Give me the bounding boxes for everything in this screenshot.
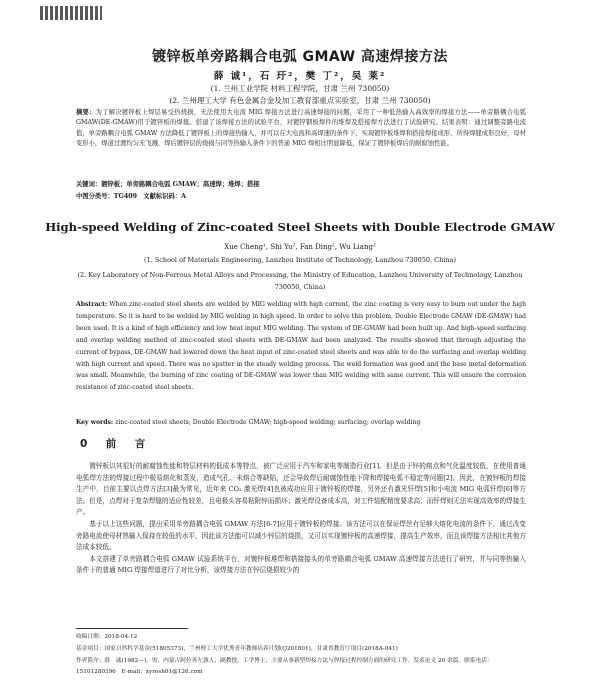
chinese-abstract [76,108,526,150]
chinese-keywords-text: 镀锌板；单旁路耦合电弧 GMAW；高速焊；堆焊；搭接 [101,181,260,188]
classification-text: 中图分类号：TG409 文献标识码：A [76,193,186,200]
chinese-classification [76,192,526,202]
english-affiliation-2: (2. Key Laboratory of Non-Ferrous Metal Alloys and Processing, the Ministry of Education, Lanzhou University of Technology, Lanzhou 730050, China) [77,271,523,291]
body-paragraph: 镀锌板以其很好的耐腐蚀性能和特层材料的低成本等特点，被广泛应用于汽车和家电等制造行业[1]。但是由于锌的熔点和气化温度较低，在使用普通电弧焊方法的焊接过程中极易熔化和蒸发，造成气孔、未熔合等缺陷，还会导致焊后耐腐蚀性能下降和焊接电弧不稳定等问题[2]。因此，在镀锌板的焊接生产中，目前主要以点焊方法[3]最为常见，近年来 CO₂ 激光焊[4]也被成功应用于镀锌板的焊接，另外还有激光钎焊[5]和小电流 MIG 电弧钎焊[6]等方法。但是，点焊对于复杂焊缝的适应性较差，且电极头容易粘附锌而损坏；激光焊设备成本高，对工件装配精度要求高；而钎焊则无法实现高效率的焊接生产。 [76,462,526,517]
chinese-abstract-text: 为了解决镀锌板上焊层易受热烧损，无法使用大电流 MIG 焊接方法进行高速焊接的问题，采用了一种低热输入高效率的焊接方法——单旁路耦合电弧 GMAW(DE-GMAW)用于镀锌板的焊接。搭建了该焊接方法的试验平台，对镀锌钢板焊件的堆焊及搭接焊方法进行了试验研究。结果表明：通过调整旁路电流值，单旁路耦合电弧 GMAW 方法降低了镀锌板上的焊接热输入，并可以在大电流和高焊速的条件下，实现镀锌板堆焊和搭接焊接成形，所得焊缝成形良好，母材变形小，焊道过渡均匀无飞溅，焊后镀锌层的烧损与同等热输入条件下的普通 MIG 焊相比明显降低，保证了镀锌板焊后的耐腐蚀性能。 [76,109,527,148]
chinese-authors: 薛 诚¹，石 玗²，樊 丁²，吴 莱² [213,71,387,82]
body-paragraph: 本文搭建了单旁路耦合电弧 GMAW 试验系统平台，对镀锌板堆焊和搭接接头的单旁路耦合电弧 GMAW 高速焊接方法进行了研究，并与同等热输入条件下的普通 MIG 焊接焊道进行了对比分析，该焊接方法在锌层烧损较少的 [76,554,526,575]
footnote-divider [76,628,188,629]
english-keywords-text: zinc-coated steel sheets; Double Electrode GMAW; high-speed welding; surfacing; overlap welding [115,419,421,426]
english-abstract-label: Abstract: [76,301,108,308]
journal-logo [40,6,102,20]
english-affiliation-1: (1. School of Materials Engineering, Lanzhou Institute of Technology, Lanzhou 730050, China) [144,256,456,264]
body-paragraph: 基于以上这些问题，提出采用单旁路耦合电弧 GMAW 方法[6-7]应用于镀锌板的焊接。该方法可以在保证焊丝有足够大熔化电流的条件下，通过改变旁路电流使母材热输入保持在较低的水平，因此该方法能可以减少锌层的烧损，又可以实现镀锌板的高速焊接，提高生产效率，而且该焊接方法相比其他方法成本较低。 [76,519,526,552]
english-abstract [76,299,526,394]
english-keywords-label: Key words: [76,419,114,426]
received-date: 收稿日期：2018-04-12 [76,634,138,640]
chinese-affiliation-1: (1. 兰州工业学院 材料工程学院，甘肃 兰州 730050) [210,84,390,93]
chinese-affiliation-2: (2. 兰州理工大学 有色金属合金及加工教育部重点实验室，甘肃 兰州 730050) [169,96,431,105]
chinese-title: 镀锌板单旁路耦合电弧 GMAW 高速焊接方法 [152,49,448,65]
english-authors: Xue Cheng¹, Shi Yu², Fan Ding², Wu Liang² [224,243,376,251]
section-body [76,461,526,577]
chinese-abstract-label: 摘要： [76,109,96,116]
chinese-keywords-label: 关键词： [76,181,102,188]
english-abstract-text: When zinc-coated steel sheets are welded by MIG welding with high current, the zinc coating is very easy to burn out under the high temperature. So it is hard to be welded by MIG welding in high speed. In order to solve this problem, Double Electrode GMAW (DE-GMAW) had been used. It is a kind of high efficiency and low heat input MIG welding. The system of DE-GMAW had been built up. And high-speed surfacing and overlap welding method of zinc-coated steel sheets with DE-GMAW had been analyzed. The results showed that through adjusting the current of bypass, DE-GMAW had lowered down the heat input of zinc-coated steel sheets and was able to do the surfacing and overlap welding with high current and speed. There was no spatter in the steady welding process. The weld formation was good and the base metal deformation was small. Meanwhile, the burning of zinc coating of DE-GMAW was lower than MIG welding with same current. This will ensure the corrosion resistance of zinc-coated steel sheets. [76,301,526,392]
footnotes [76,632,526,679]
funding-info: 基金项目：国家自然科学基金(51805373)，兰州理工大学优秀青年教师培养计划(Q201801)，甘肃省教育厅项目(2018A-041) [76,645,398,652]
chinese-keywords [76,180,526,190]
contact-info: 15101280396 E-mail：xyresh01@126.com [76,669,203,676]
section-heading: 0 前 言 [80,438,150,450]
author-info: 作者简介：薛 诚(1982—)，男，内蒙古阿拉善左旗人，副教授，工学博士，主要从事新型焊接方法与焊接过程控制方面的研究工作。发表论文 20 余篇。联系电话： [76,657,493,664]
english-title: High-speed Welding of Zinc-coated Steel Sheets with Double Electrode GMAW [45,220,555,234]
english-keywords [76,418,526,428]
